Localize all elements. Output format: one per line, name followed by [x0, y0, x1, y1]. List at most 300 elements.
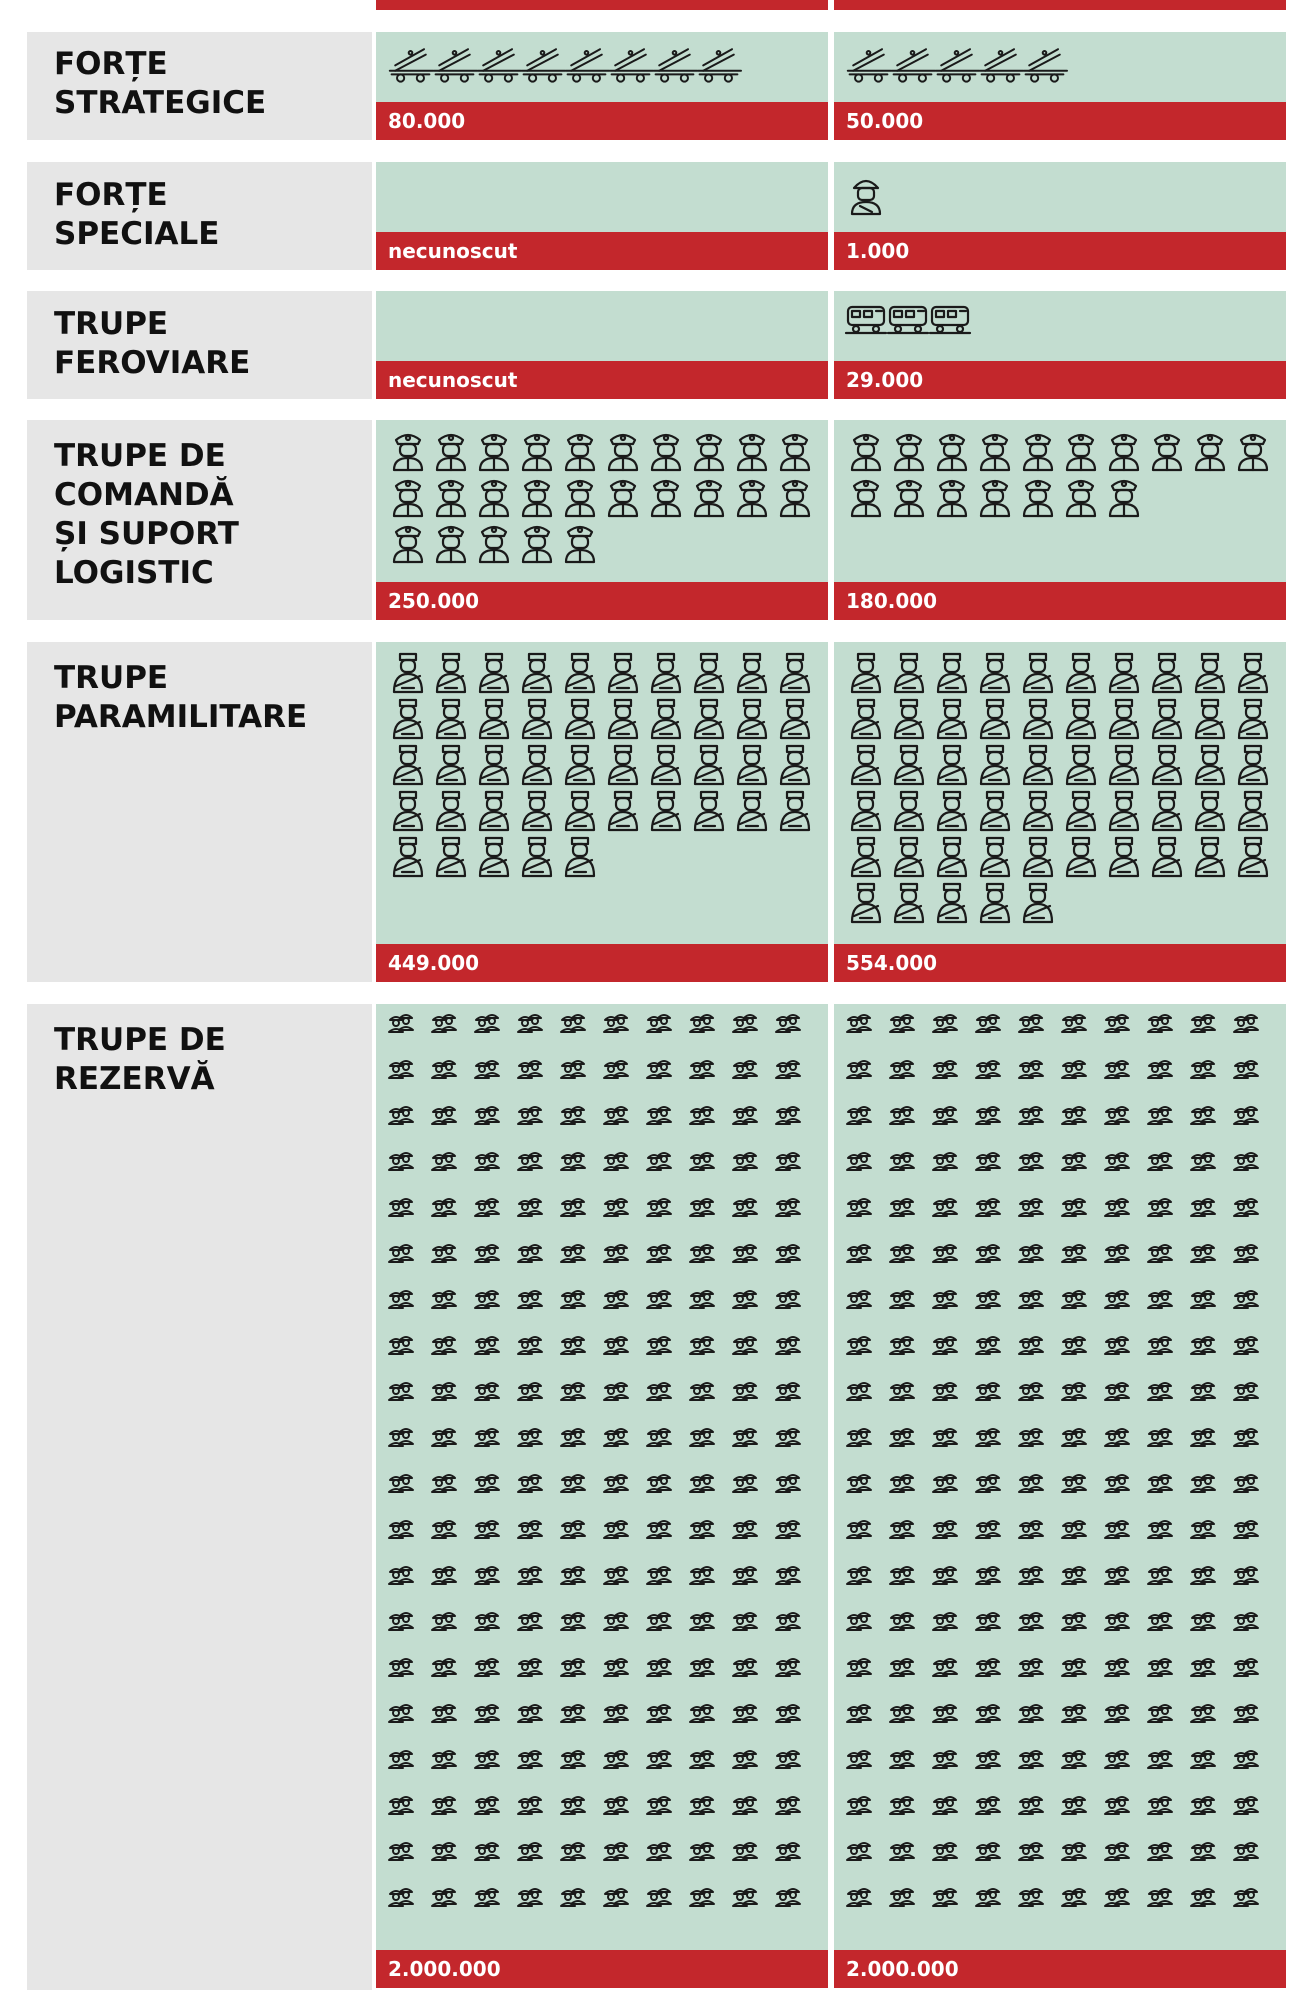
soldier-group-icon [776, 1199, 800, 1216]
armed-guard-icon [938, 654, 966, 692]
soldier-group-icon [432, 1889, 456, 1906]
officer-cap-icon [394, 435, 422, 470]
value-label-left: necunoscut [376, 232, 828, 270]
missile-launcher-icon [1024, 49, 1067, 81]
soldier-group-icon [604, 1889, 628, 1906]
soldier-group-icon [1062, 1751, 1086, 1768]
armed-guard-icon [480, 838, 508, 876]
soldier-group-icon [976, 1245, 1000, 1262]
soldier-group-icon [976, 1521, 1000, 1538]
soldier-group-icon [1062, 1061, 1086, 1078]
soldier-group-icon [604, 1107, 628, 1124]
soldier-group-icon [1105, 1245, 1129, 1262]
soldier-group-icon [475, 1889, 499, 1906]
soldier-group-icon [389, 1705, 413, 1722]
soldier-group-icon [432, 1659, 456, 1676]
soldier-group-icon [1148, 1521, 1172, 1538]
soldier-group-icon [561, 1383, 585, 1400]
soldier-group-icon [1105, 1889, 1129, 1906]
officer-cap-icon [895, 435, 923, 470]
soldier-group-icon [890, 1199, 914, 1216]
officer-cap-icon [394, 527, 422, 562]
armed-guard-icon [981, 884, 1009, 922]
soldier-group-icon [690, 1475, 714, 1492]
train-icon [888, 307, 928, 333]
armed-guard-icon [938, 884, 966, 922]
armed-guard-icon [852, 838, 880, 876]
soldier-group-icon [976, 1015, 1000, 1032]
soldier-group-icon [475, 1705, 499, 1722]
armed-guard-icon [852, 884, 880, 922]
armed-guard-icon [437, 838, 465, 876]
soldier-group-icon [389, 1107, 413, 1124]
missile-launcher-icon [434, 49, 477, 81]
armed-guard-icon [852, 700, 880, 738]
armed-guard-icon [1153, 792, 1181, 830]
soldier-group-icon [1019, 1015, 1043, 1032]
armed-guard-icon [523, 792, 551, 830]
soldier-group-icon [432, 1613, 456, 1630]
soldier-group-icon [890, 1567, 914, 1584]
soldier-group-icon [1148, 1199, 1172, 1216]
soldier-group-icon [847, 1475, 871, 1492]
soldier-group-icon [933, 1245, 957, 1262]
soldier-group-icon [518, 1797, 542, 1814]
soldier-group-icon [518, 1567, 542, 1584]
soldier-group-icon [1191, 1015, 1215, 1032]
soldier-group-icon [604, 1567, 628, 1584]
soldier-group-icon [733, 1199, 757, 1216]
soldier-group-icon [1105, 1843, 1129, 1860]
soldier-group-icon [518, 1199, 542, 1216]
row-label: TRUPE FEROVIARE [54, 306, 251, 381]
soldier-group-icon [1191, 1107, 1215, 1124]
soldier-group-icon [1062, 1475, 1086, 1492]
soldier-group-icon [733, 1475, 757, 1492]
soldier-group-icon [976, 1567, 1000, 1584]
value-label-left: 250.000 [376, 582, 828, 620]
soldier-group-icon [690, 1659, 714, 1676]
armed-guard-icon [437, 792, 465, 830]
soldier-group-icon [1234, 1659, 1258, 1676]
soldier-group-icon [1019, 1797, 1043, 1814]
armed-guard-icon [895, 792, 923, 830]
soldier-group-icon [1234, 1475, 1258, 1492]
soldier-group-icon [976, 1383, 1000, 1400]
armed-guard-icon [895, 838, 923, 876]
soldier-group-icon [604, 1751, 628, 1768]
soldier-group-icon [890, 1153, 914, 1170]
soldier-group-icon [432, 1153, 456, 1170]
soldier-group-icon [389, 1659, 413, 1676]
armed-guard-icon [480, 654, 508, 692]
soldier-group-icon [776, 1291, 800, 1308]
soldier-group-icon [518, 1843, 542, 1860]
soldier-group-icon [733, 1567, 757, 1584]
soldier-group-icon [776, 1889, 800, 1906]
armed-guard-icon [695, 654, 723, 692]
armed-guard-icon [1239, 792, 1267, 830]
soldier-group-icon [976, 1797, 1000, 1814]
armed-guard-icon [938, 792, 966, 830]
soldier-group-icon [1105, 1429, 1129, 1446]
soldier-group-icon [432, 1015, 456, 1032]
soldier-group-icon [690, 1521, 714, 1538]
missile-launcher-icon [610, 49, 653, 81]
paramilitary-icons-right [834, 642, 1286, 944]
armed-guard-icon [781, 654, 809, 692]
armed-guard-icon [1110, 838, 1138, 876]
officer-cap-icon [1067, 435, 1095, 470]
missile-launcher-icon [566, 49, 609, 81]
soldier-group-icon [518, 1245, 542, 1262]
soldier-group-icon [890, 1015, 914, 1032]
armed-guard-icon [852, 792, 880, 830]
armed-guard-icon [852, 746, 880, 784]
soldier-group-icon [1191, 1429, 1215, 1446]
command-logistics-icons-left [376, 420, 828, 582]
value-label-right: 1.000 [834, 232, 1286, 270]
soldier-group-icon [475, 1199, 499, 1216]
soldier-group-icon [561, 1475, 585, 1492]
soldier-group-icon [1062, 1567, 1086, 1584]
armed-guard-icon [1067, 838, 1095, 876]
soldier-group-icon [389, 1889, 413, 1906]
soldier-group-icon [733, 1245, 757, 1262]
soldier-group-icon [604, 1613, 628, 1630]
soldier-group-icon [647, 1797, 671, 1814]
soldier-group-icon [976, 1153, 1000, 1170]
soldier-group-icon [518, 1107, 542, 1124]
soldier-group-icon [1234, 1291, 1258, 1308]
soldier-group-icon [475, 1245, 499, 1262]
soldier-group-icon [976, 1843, 1000, 1860]
soldier-group-icon [847, 1613, 871, 1630]
soldier-group-icon [776, 1843, 800, 1860]
soldier-group-icon [475, 1153, 499, 1170]
officer-cap-icon [852, 481, 880, 516]
soldier-group-icon [933, 1153, 957, 1170]
soldier-group-icon [561, 1751, 585, 1768]
soldier-group-icon [432, 1521, 456, 1538]
armed-guard-icon [652, 746, 680, 784]
soldier-group-icon [475, 1751, 499, 1768]
soldier-group-icon [604, 1199, 628, 1216]
train-icon [930, 307, 970, 333]
armed-guard-icon [981, 792, 1009, 830]
soldier-group-icon [1234, 1705, 1258, 1722]
soldier-group-icon [1191, 1061, 1215, 1078]
armed-guard-icon [1067, 654, 1095, 692]
soldier-group-icon [561, 1567, 585, 1584]
soldier-group-icon [1019, 1153, 1043, 1170]
soldier-group-icon [1234, 1153, 1258, 1170]
armed-guard-icon [738, 746, 766, 784]
soldier-group-icon [690, 1199, 714, 1216]
soldier-group-icon [389, 1475, 413, 1492]
soldier-group-icon [432, 1199, 456, 1216]
soldier-group-icon [1062, 1521, 1086, 1538]
officer-cap-icon [523, 481, 551, 516]
soldier-group-icon [604, 1015, 628, 1032]
armed-guard-icon [1196, 838, 1224, 876]
soldier-group-icon [733, 1797, 757, 1814]
soldier-group-icon [690, 1245, 714, 1262]
soldier-group-icon [647, 1705, 671, 1722]
armed-guard-icon [1024, 746, 1052, 784]
soldier-group-icon [389, 1199, 413, 1216]
soldier-group-icon [1019, 1107, 1043, 1124]
soldier-group-icon [733, 1015, 757, 1032]
soldier-group-icon [776, 1705, 800, 1722]
officer-cap-icon [981, 481, 1009, 516]
soldier-group-icon [389, 1245, 413, 1262]
soldier-group-icon [647, 1567, 671, 1584]
armed-guard-icon [738, 654, 766, 692]
soldier-group-icon [733, 1107, 757, 1124]
armed-guard-icon [1153, 654, 1181, 692]
armed-guard-icon [566, 838, 594, 876]
officer-cap-icon [1024, 481, 1052, 516]
armed-guard-icon [652, 792, 680, 830]
soldier-group-icon [647, 1383, 671, 1400]
soldier-group-icon [389, 1797, 413, 1814]
soldier-group-icon [933, 1475, 957, 1492]
soldier-group-icon [1234, 1567, 1258, 1584]
armed-guard-icon [394, 838, 422, 876]
value-label-right: 180.000 [834, 582, 1286, 620]
soldier-group-icon [561, 1015, 585, 1032]
soldier-group-icon [733, 1383, 757, 1400]
soldier-group-icon [389, 1015, 413, 1032]
soldier-group-icon [847, 1521, 871, 1538]
soldier-group-icon [776, 1061, 800, 1078]
soldier-group-icon [890, 1429, 914, 1446]
soldier-group-icon [561, 1429, 585, 1446]
soldier-group-icon [432, 1567, 456, 1584]
soldier-group-icon [890, 1751, 914, 1768]
soldier-group-icon [518, 1429, 542, 1446]
soldier-group-icon [561, 1843, 585, 1860]
armed-guard-icon [1196, 654, 1224, 692]
soldier-group-icon [604, 1475, 628, 1492]
officer-cap-icon [738, 481, 766, 516]
soldier-group-icon [847, 1015, 871, 1032]
soldier-group-icon [1105, 1199, 1129, 1216]
soldier-group-icon [933, 1061, 957, 1078]
soldier-group-icon [933, 1705, 957, 1722]
officer-cap-icon [437, 527, 465, 562]
value-label-right: 29.000 [834, 361, 1286, 399]
previous-row-bar-right [834, 0, 1286, 10]
soldier-group-icon [890, 1291, 914, 1308]
soldier-group-icon [1191, 1843, 1215, 1860]
soldier-group-icon [475, 1843, 499, 1860]
soldier-group-icon [776, 1107, 800, 1124]
soldier-group-icon [647, 1291, 671, 1308]
soldier-group-icon [604, 1061, 628, 1078]
soldier-group-icon [647, 1245, 671, 1262]
soldier-group-icon [475, 1061, 499, 1078]
soldier-group-icon [1148, 1475, 1172, 1492]
soldier-group-icon [518, 1015, 542, 1032]
armed-guard-icon [609, 654, 637, 692]
armed-guard-icon [1239, 700, 1267, 738]
soldier-group-icon [1191, 1751, 1215, 1768]
officer-cap-icon [566, 435, 594, 470]
soldier-group-icon [1105, 1291, 1129, 1308]
soldier-group-icon [647, 1475, 671, 1492]
soldier-group-icon [1105, 1475, 1129, 1492]
soldier-group-icon [1019, 1337, 1043, 1354]
officer-cap-icon [480, 481, 508, 516]
soldier-group-icon [847, 1153, 871, 1170]
soldier-group-icon [1191, 1383, 1215, 1400]
soldier-group-icon [389, 1521, 413, 1538]
soldier-group-icon [475, 1567, 499, 1584]
soldier-group-icon [933, 1199, 957, 1216]
soldier-group-icon [1191, 1567, 1215, 1584]
soldier-group-icon [1019, 1429, 1043, 1446]
armed-guard-icon [1067, 792, 1095, 830]
soldier-group-icon [1234, 1889, 1258, 1906]
officer-cap-icon [609, 435, 637, 470]
soldier-group-icon [1019, 1843, 1043, 1860]
soldier-group-icon [1062, 1797, 1086, 1814]
soldier-group-icon [647, 1199, 671, 1216]
soldier-group-icon [690, 1337, 714, 1354]
soldier-group-icon [1148, 1659, 1172, 1676]
officer-cap-icon [852, 435, 880, 470]
soldier-group-icon [604, 1659, 628, 1676]
soldier-group-icon [518, 1659, 542, 1676]
armed-guard-icon [1110, 792, 1138, 830]
reserve-troops-icons-left [376, 1004, 828, 1950]
armed-guard-icon [938, 700, 966, 738]
soldier-group-icon [733, 1843, 757, 1860]
soldier-group-icon [1148, 1061, 1172, 1078]
armed-guard-icon [1110, 654, 1138, 692]
armed-guard-icon [566, 746, 594, 784]
soldier-group-icon [389, 1061, 413, 1078]
soldier-group-icon [733, 1705, 757, 1722]
soldier-group-icon [933, 1751, 957, 1768]
soldier-group-icon [976, 1751, 1000, 1768]
soldier-group-icon [1105, 1107, 1129, 1124]
officer-cap-icon [523, 527, 551, 562]
missile-launcher-icon [892, 49, 935, 81]
soldier-group-icon [1191, 1705, 1215, 1722]
soldier-group-icon [733, 1613, 757, 1630]
missile-launcher-icon [390, 49, 433, 81]
soldier-group-icon [647, 1751, 671, 1768]
soldier-group-icon [1191, 1797, 1215, 1814]
train-icon [846, 307, 886, 333]
soldier-group-icon [933, 1015, 957, 1032]
soldier-group-icon [561, 1291, 585, 1308]
soldier-group-icon [690, 1153, 714, 1170]
soldier-group-icon [1019, 1475, 1043, 1492]
soldier-group-icon [847, 1337, 871, 1354]
soldier-group-icon [976, 1475, 1000, 1492]
soldier-group-icon [733, 1751, 757, 1768]
soldier-group-icon [1105, 1567, 1129, 1584]
soldier-group-icon [432, 1383, 456, 1400]
soldier-group-icon [690, 1015, 714, 1032]
soldier-group-icon [1191, 1659, 1215, 1676]
armed-guard-icon [480, 746, 508, 784]
soldier-group-icon [776, 1613, 800, 1630]
soldier-group-icon [432, 1291, 456, 1308]
officer-cap-icon [695, 481, 723, 516]
soldier-group-icon [389, 1383, 413, 1400]
soldier-group-icon [933, 1843, 957, 1860]
soldier-group-icon [1191, 1153, 1215, 1170]
soldier-group-icon [847, 1889, 871, 1906]
row-label: FORȚE STRATEGICE [54, 46, 267, 121]
soldier-group-icon [1062, 1383, 1086, 1400]
soldier-group-icon [933, 1337, 957, 1354]
soldier-group-icon [847, 1843, 871, 1860]
armed-guard-icon [1024, 654, 1052, 692]
soldier-group-icon [389, 1751, 413, 1768]
soldier-group-icon [690, 1797, 714, 1814]
soldier-group-icon [561, 1659, 585, 1676]
officer-cap-icon [480, 435, 508, 470]
row-label: TRUPE DE COMANDĂ ȘI SUPORT LOGISTIC [54, 438, 239, 591]
officer-cap-icon [781, 481, 809, 516]
soldier-group-icon [389, 1337, 413, 1354]
soldier-group-icon [518, 1751, 542, 1768]
soldier-group-icon [475, 1797, 499, 1814]
armed-guard-icon [609, 746, 637, 784]
soldier-group-icon [733, 1061, 757, 1078]
armed-guard-icon [1239, 838, 1267, 876]
soldier-group-icon [1019, 1061, 1043, 1078]
soldier-group-icon [1148, 1429, 1172, 1446]
soldier-group-icon [976, 1199, 1000, 1216]
armed-guard-icon [437, 700, 465, 738]
soldier-group-icon [518, 1521, 542, 1538]
soldier-group-icon [1019, 1567, 1043, 1584]
soldier-group-icon [432, 1797, 456, 1814]
value-label-right: 554.000 [834, 944, 1286, 982]
armed-guard-icon [1110, 746, 1138, 784]
officer-cap-icon [480, 527, 508, 562]
missile-launcher-icon [698, 49, 741, 81]
railway-troops-icons-right [834, 291, 1286, 361]
soldier-group-icon [933, 1613, 957, 1630]
officer-cap-icon [609, 481, 637, 516]
armed-guard-icon [781, 792, 809, 830]
command-logistics-icons-right [834, 420, 1286, 582]
officer-cap-icon [566, 481, 594, 516]
soldier-group-icon [690, 1291, 714, 1308]
armed-guard-icon [895, 746, 923, 784]
paramilitary-icons-left [376, 642, 828, 944]
soldier-group-icon [647, 1015, 671, 1032]
armed-guard-icon [938, 838, 966, 876]
officer-cap-icon [981, 435, 1009, 470]
soldier-group-icon [1234, 1245, 1258, 1262]
soldier-group-icon [776, 1153, 800, 1170]
soldier-group-icon [1019, 1705, 1043, 1722]
armed-guard-icon [1196, 746, 1224, 784]
officer-cap-icon [652, 435, 680, 470]
armed-guard-icon [1024, 700, 1052, 738]
soldier-group-icon [475, 1383, 499, 1400]
soldier-group-icon [475, 1337, 499, 1354]
